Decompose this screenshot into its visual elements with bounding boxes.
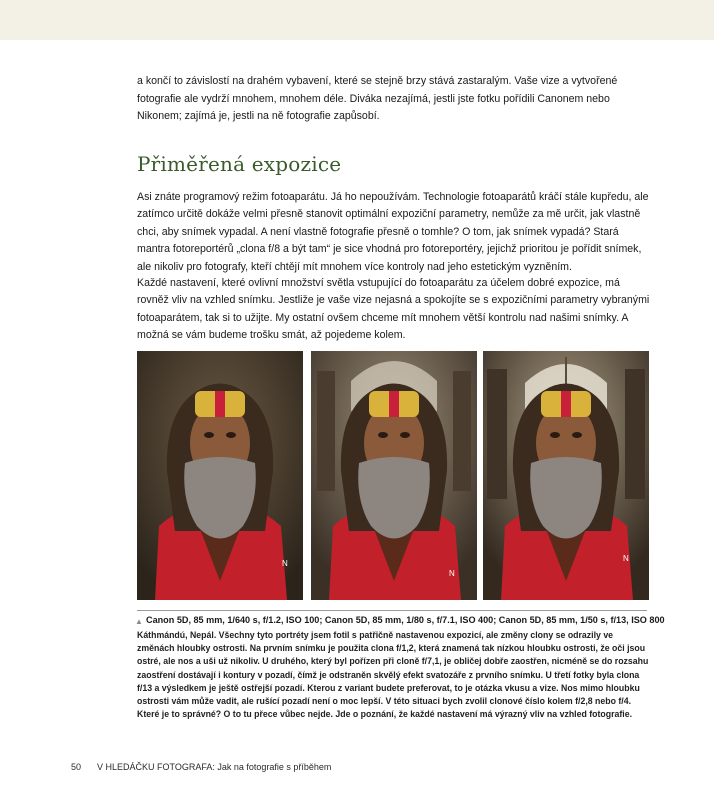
portrait-photo-1 [137, 351, 303, 600]
intro-paragraph: a končí to závislostí na drahém vybavení, které se stejně brzy stává zastaralým. Vaše vize a vytvořené fotografie ale vydrží mnohem, mnohem déle. Diváka nezajímá, jestli jste fotku pořídili Canonem nebo Nikonem; zajímá je, jestli na ně fotografie zapůsobí. [137, 75, 618, 123]
caption-settings-text: Canon 5D, 85 mm, 1/640 s, f/1.2, ISO 100; Canon 5D, 85 mm, 1/80 s, f/7.1, ISO 400; Canon 5D, 85 mm, 1/50 s, f/13, ISO 800 [146, 615, 665, 625]
section-heading: Přiměřená expozice [137, 152, 342, 176]
portrait-photo-2 [311, 351, 477, 600]
book-title: V HLEDÁČKU FOTOGRAFA [97, 762, 213, 772]
body-paragraph-1: Asi znáte programový režim fotoaparátu. Já ho nepoužívám. Technologie fotoaparátů kráčí stále kupředu, ale zatímco určitě dokáže velmi přesně stanovit optimální expoziční parametry, nemůže za mě určit, jak vlastně chci, aby snímek vypadal. A není vlastně fotografie přesně o tomhle? O tom, jak snímek vypadá? Stará mantra fotoreportérů „clona f/8 a být tam“ je sice vhodná pro fotoreportéry, jejichž prioritou je pořídit snímek, ale nikoliv pro fotografy, kteří chtějí mít mnohem více kontroly nad jeho estetickým vyzněním. [137, 191, 649, 273]
caption-text: Káthmándú, Nepál. Všechny tyto portréty jsem fotil s patřičně nastavenou expozicí, ale změny clony se odrazily ve změnách hloubky ostrosti. Na prvním snímku je použita clona f/1,2, která znamená tak nízkou hloubku ostrosti, že oči jsou ostré, ale nos a uši už nikoliv. U druhého, který byl pořízen při cloně f/7,1, je obličej dobře zaostřen, nicméně se do rozsahu zaostření dostávají i kontury v pozadí, čímž je odstraněn skvělý efekt svatozáře z prvního snímku. U třetí fotky byla clona f/13 a výsledkem je ještě ostřejší pozadí. Kterou z variant budete preferovat, to je otázka vkusu a vize. Nos mimo hloubku ostrosti vám může vadit, ale rušící pozadí není o moc lepší. V této situaci bych zvolil clonové číslo kolem f/2,8 nebo f/4. Které je to správné? O to tu přece vůbec nejde. Jde o poznání, že každé nastavení má výrazný vliv na vzhled fotografie. [137, 630, 649, 720]
top-band [0, 0, 714, 40]
portrait-photo-3 [483, 351, 649, 600]
svg-text:N: N [449, 569, 455, 578]
book-subtitle: : Jak na fotografie s příběhem [212, 762, 332, 772]
page-footer [71, 762, 331, 772]
svg-text:N: N [623, 554, 629, 563]
page-number: 50 [71, 762, 82, 772]
svg-text:N: N [282, 559, 288, 568]
caption-divider [137, 610, 647, 611]
caption-settings [135, 614, 665, 627]
body-paragraph-2: Každé nastavení, které ovlivní množství světla vstupující do fotoaparátu za účelem dobré expozice, má rovněž vliv na vzhled snímku. Jestliže je vaše vize nejasná a spokojíte se s expozičními parametry vybranými fotoaparátem, tak si to užijte. My ostatní ovšem chceme mít mnohem větší kontrolu nad našimi snímky. A možná se vám budeme trošku smát, až pojedeme kolem. [137, 277, 650, 342]
triangle-icon: ▲ [135, 617, 143, 626]
